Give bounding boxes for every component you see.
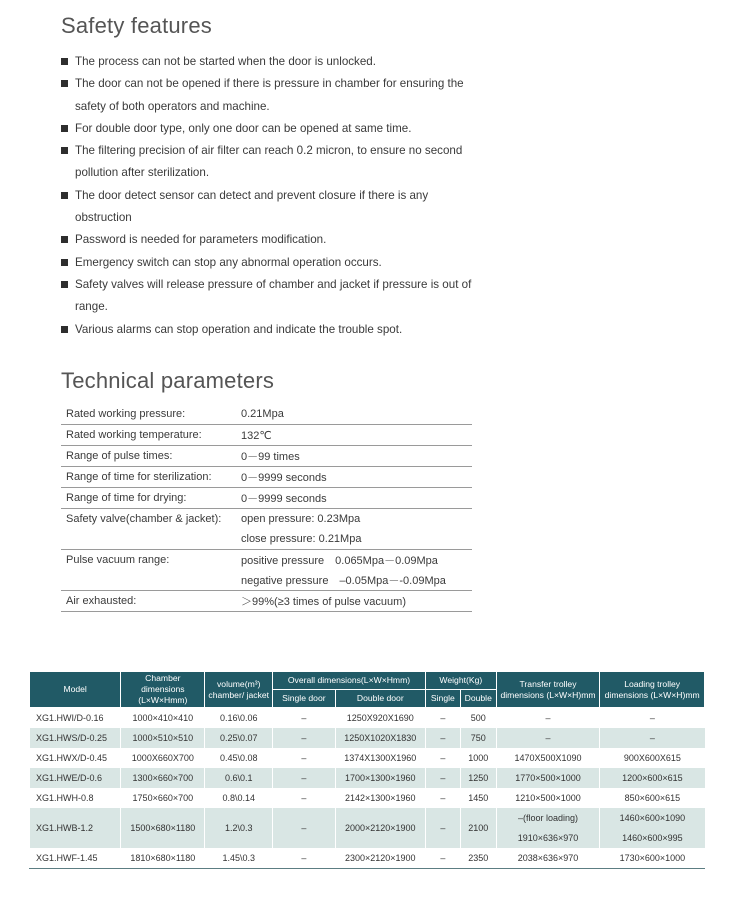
safety-feature-item — [60, 118, 480, 140]
safety-feature-text: Safety valves will release pressure of chamber and jacket if pressure is out of range. — [75, 277, 472, 314]
spec-single-door-cell: – — [273, 728, 336, 748]
spec-volume-cell: 1.2\0.3 — [205, 808, 273, 848]
spec-weight-single-cell: – — [425, 808, 460, 848]
parameter-value: open pressure: 0.23Mpa — [241, 513, 361, 525]
header-loading-trolley: Loading trolley dimensions (L×W×H)mm — [600, 672, 705, 708]
safety-feature-text: Various alarms can stop operation and indicate the trouble spot. — [75, 322, 403, 336]
header-volume: volume(m³) chamber/ jacket — [205, 672, 273, 708]
spec-double-door-cell: 1700×1300×1960 — [335, 768, 425, 788]
spec-weight-double-cell: 2100 — [460, 808, 496, 848]
spec-weight-single-cell: – — [425, 848, 460, 869]
safety-feature-item — [60, 51, 480, 73]
parameter-label: Range of time for drying: — [61, 488, 236, 509]
spec-chamber-cell: 1000×510×510 — [121, 728, 205, 748]
parameter-label: Range of time for sterilization: — [61, 467, 236, 488]
safety-feature-item — [60, 140, 480, 185]
parameter-label: Range of pulse times: — [61, 446, 236, 467]
safety-feature-text: The door can not be opened if there is pressure in chamber for ensuring the safety of both operators and machine. — [75, 77, 464, 113]
spec-weight-single-cell: – — [425, 748, 460, 768]
parameter-row — [61, 446, 472, 467]
spec-double-door-cell: 2000×2120×1900 — [335, 808, 425, 848]
parameter-value: close pressure: 0.21Mpa — [236, 529, 472, 550]
spec-loading-trolley-cell: 900X600X615 — [600, 748, 705, 768]
spec-weight-double-cell: 1450 — [460, 788, 496, 808]
spec-model-cell: XG1.HWS/D-0.25 — [30, 728, 121, 748]
spec-row — [30, 788, 705, 808]
spec-double-door-cell: 2300×2120×1900 — [335, 848, 425, 869]
spec-volume-cell: 0.45\0.08 — [205, 748, 273, 768]
header-weight: Weight(Kg) — [425, 672, 496, 690]
spec-transfer-trolley-cell: 1910×636×970 — [496, 828, 600, 848]
header-transfer-trolley: Transfer trolley dimensions (L×W×H)mm — [496, 672, 600, 708]
spec-single-door-cell: – — [273, 848, 336, 869]
spec-transfer-trolley-cell: 1470X500X1090 — [496, 748, 600, 768]
spec-transfer-trolley-cell: – — [496, 728, 600, 748]
spec-single-door-cell: – — [273, 808, 336, 848]
spec-chamber-cell: 1000X660X700 — [121, 748, 205, 768]
spec-model-cell: XG1.HWX/D-0.45 — [30, 748, 121, 768]
safety-feature-item — [60, 252, 480, 274]
safety-feature-text: The process can not be started when the door is unlocked. — [75, 55, 376, 68]
spec-volume-cell: 0.25\0.07 — [205, 728, 273, 748]
spec-weight-double-cell: 500 — [460, 708, 496, 729]
spec-loading-trolley-cell: 1200×600×615 — [600, 768, 705, 788]
spec-model-cell: XG1.HWE/D-0.6 — [30, 768, 121, 788]
spec-double-door-cell: 1250X1020X1830 — [335, 728, 425, 748]
spec-loading-trolley-cell: 1460×600×995 — [600, 828, 705, 848]
spec-loading-trolley-cell: – — [600, 728, 705, 748]
spec-row — [30, 848, 705, 869]
spec-transfer-trolley-cell: – — [496, 708, 600, 729]
spec-volume-cell: 0.6\0.1 — [205, 768, 273, 788]
spec-weight-double-cell: 1250 — [460, 768, 496, 788]
header-weight-double: Double — [460, 690, 496, 708]
parameter-value: 0.21Mpa — [236, 404, 472, 425]
square-bullet-icon — [61, 326, 68, 333]
spec-transfer-trolley-cell: 2038×636×970 — [496, 848, 600, 869]
spec-chamber-cell: 1300×660×700 — [121, 768, 205, 788]
spec-weight-single-cell: – — [425, 728, 460, 748]
parameter-label: Pulse vacuum range: — [61, 550, 236, 591]
spec-chamber-cell: 1500×680×1180 — [121, 808, 205, 848]
spec-double-door-cell: 1250X920X1690 — [335, 708, 425, 729]
model-specifications-table — [29, 671, 705, 869]
spec-chamber-cell: 1810×680×1180 — [121, 848, 205, 869]
safety-feature-text: Password is needed for parameters modification. — [75, 233, 327, 247]
square-bullet-icon — [61, 259, 68, 266]
parameter-label: Safety valve(chamber & jacket): — [61, 509, 236, 550]
parameter-value: 132℃ — [236, 425, 472, 446]
parameter-row — [61, 488, 472, 509]
header-overall-dimensions: Overall dimensions(L×W×Hmm) — [273, 672, 426, 690]
safety-feature-item — [60, 319, 480, 341]
parameter-row — [61, 425, 472, 446]
spec-volume-cell: 0.8\0.14 — [205, 788, 273, 808]
parameter-row — [61, 404, 472, 425]
spec-weight-single-cell: – — [425, 768, 460, 788]
spec-row — [30, 728, 705, 748]
spec-single-door-cell: – — [273, 788, 336, 808]
safety-feature-item — [60, 185, 480, 230]
spec-row — [30, 708, 705, 729]
safety-feature-text: For double door type, only one door can be opened at same time. — [75, 121, 412, 135]
spec-volume-cell: 0.16\0.06 — [205, 708, 273, 729]
parameter-label: Rated working temperature: — [61, 425, 236, 446]
header-single-door: Single door — [273, 690, 336, 708]
spec-weight-double-cell: 750 — [460, 728, 496, 748]
header-model: Model — [30, 672, 121, 708]
spec-loading-trolley-cell: 1460×600×1090 — [600, 808, 705, 828]
spec-double-door-cell: 2142×1300×1960 — [335, 788, 425, 808]
parameter-value: 0－9999 seconds — [236, 488, 472, 509]
parameter-value: positive pressure 0.065Mpa－0.09Mpa — [241, 555, 438, 567]
spec-weight-single-cell: – — [425, 788, 460, 808]
spec-row — [30, 748, 705, 768]
spec-transfer-trolley-cell: 1210×500×1000 — [496, 788, 600, 808]
spec-model-cell: XG1.HWI/D-0.16 — [30, 708, 121, 729]
spec-loading-trolley-cell: 850×600×615 — [600, 788, 705, 808]
spec-model-cell: XG1.HWH-0.8 — [30, 788, 121, 808]
spec-weight-double-cell: 1000 — [460, 748, 496, 768]
square-bullet-icon — [61, 147, 68, 154]
spec-row — [30, 808, 705, 828]
square-bullet-icon — [61, 192, 68, 199]
spec-row — [30, 768, 705, 788]
spec-loading-trolley-cell: – — [600, 708, 705, 729]
spec-volume-cell: 1.45\0.3 — [205, 848, 273, 869]
parameter-label: Rated working pressure: — [61, 404, 236, 425]
spec-single-door-cell: – — [273, 708, 336, 729]
parameter-value: 0－99 times — [236, 446, 472, 467]
spec-transfer-trolley-cell: 1770×500×1000 — [496, 768, 600, 788]
spec-model-cell: XG1.HWB-1.2 — [30, 808, 121, 848]
safety-feature-item — [60, 229, 480, 251]
spec-loading-trolley-cell: 1730×600×1000 — [600, 848, 705, 869]
header-weight-single: Single — [425, 690, 460, 708]
safety-feature-item — [60, 73, 480, 118]
safety-features-title: Safety features — [61, 13, 212, 38]
safety-feature-text: The filtering precision of air filter can reach 0.2 micron, to ensure no second pollution after sterilization. — [75, 144, 463, 180]
safety-feature-item — [60, 274, 480, 319]
square-bullet-icon — [61, 58, 68, 65]
parameter-value: 0－9999 seconds — [236, 467, 472, 488]
technical-parameters-table — [61, 404, 472, 612]
spec-chamber-cell: 1750×660×700 — [121, 788, 205, 808]
square-bullet-icon — [61, 236, 68, 243]
safety-features-list — [60, 51, 480, 341]
parameter-value: negative pressure –0.05Mpa－-0.09Mpa — [236, 570, 472, 591]
parameter-row — [61, 467, 472, 488]
spec-double-door-cell: 1374X1300X1960 — [335, 748, 425, 768]
spec-transfer-trolley-cell: –(floor loading) — [496, 808, 600, 828]
parameter-label: Air exhausted: — [61, 591, 236, 612]
header-chamber-dimensions: Chamber dimensions (L×W×Hmm) — [121, 672, 205, 708]
safety-feature-text: Emergency switch can stop any abnormal operation occurs. — [75, 255, 382, 269]
parameter-row — [61, 509, 472, 530]
spec-single-door-cell: – — [273, 768, 336, 788]
square-bullet-icon — [61, 125, 68, 132]
spec-weight-double-cell: 2350 — [460, 848, 496, 869]
parameter-value: ＞99%(≥3 times of pulse vacuum) — [236, 591, 472, 612]
square-bullet-icon — [61, 80, 68, 87]
technical-parameters-title: Technical parameters — [61, 368, 275, 393]
spec-chamber-cell: 1000×410×410 — [121, 708, 205, 729]
parameter-row — [61, 591, 472, 612]
spec-weight-single-cell: – — [425, 708, 460, 729]
square-bullet-icon — [61, 281, 68, 288]
header-double-door: Double door — [335, 690, 425, 708]
spec-model-cell: XG1.HWF-1.45 — [30, 848, 121, 869]
safety-feature-text: The door detect sensor can detect and prevent closure if there is any obstruction — [75, 188, 429, 225]
spec-single-door-cell: – — [273, 748, 336, 768]
parameter-row — [61, 550, 472, 571]
